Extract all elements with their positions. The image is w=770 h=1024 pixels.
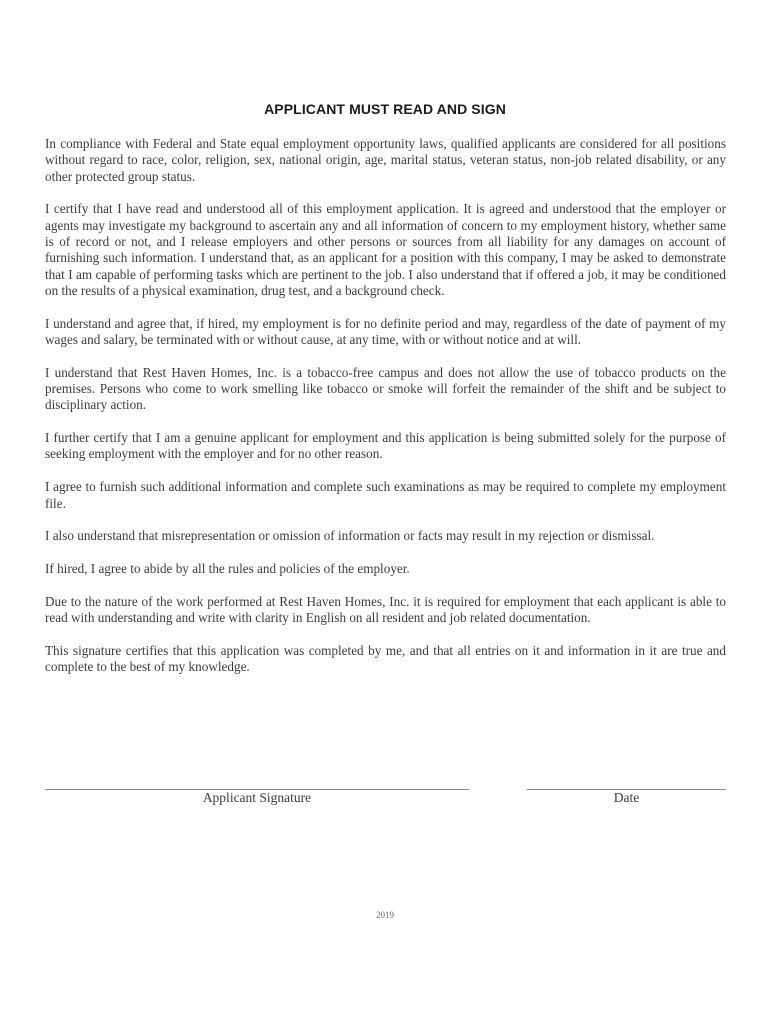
body-text (45, 136, 726, 692)
paragraph-tobacco: I understand that Rest Haven Homes, Inc. is a tobacco-free campus and does not allow the use of tobacco products on the premises. Persons who come to work smelling like tobacco or smoke will forfeit the remainder of the shift and be subject to disciplinary action. (45, 364, 726, 413)
paragraph-additional-info: I agree to furnish such additional information and complete such examinations as may be required to complete my employment file. (45, 479, 726, 511)
paragraph-rules: If hired, I agree to abide by all the rules and policies of the employer. (45, 561, 410, 577)
paragraph-certification: I certify that I have read and understood all of this employment application. It is agreed and understood that the employer or agents may investigate my background to ascertain any and all information of concern to my employment history, whether same is of record or not, and I release employers and other persons or sources from all liability for any damages on account of furnishing such information. I understand that, as an applicant for a position with this company, I may be asked to demonstrate that I am capable of performing tasks which are pertinent to the job. I also understand that if offered a job, it may be conditioned on the results of a physical examination, drug test, and a background check. (45, 201, 726, 298)
paragraph-signature-certification: This signature certifies that this application was completed by me, and that all entries on it and information in it are true and complete to the best of my knowledge. (45, 643, 726, 675)
paragraph-at-will: I understand and agree that, if hired, my employment is for no definite period and may, regardless of the date of payment of my wages and salary, be terminated with or without cause, at any time, with or without notice and at will. (45, 315, 726, 347)
paragraph-english: Due to the nature of the work performed at Rest Haven Homes, Inc. it is required for employment that each applicant is able to read with understanding and write with clarity in English on all resident and job related documentation. (45, 593, 726, 626)
paragraph-genuine-applicant: I further certify that I am a genuine applicant for employment and this application is being submitted solely for the purpose of seeking employment with the employer and for no other reason. (45, 430, 726, 462)
footer-year: 2019 (376, 910, 394, 920)
applicant-signature-label: Applicant Signature (202, 790, 312, 805)
paragraph-misrepresentation: I also understand that misrepresentation or omission of information or facts may result in my rejection or dismissal. (45, 528, 655, 544)
paragraph-equal-opportunity: In compliance with Federal and State equal employment opportunity laws, qualified applicants are considered for all positions without regard to race, color, religion, sex, national origin, age, marital status, veteran status, non-job related disability, or any other protected group status. (45, 136, 726, 184)
page-title: APPLICANT MUST READ AND SIGN (264, 101, 506, 117)
date-label: Date (613, 790, 640, 805)
